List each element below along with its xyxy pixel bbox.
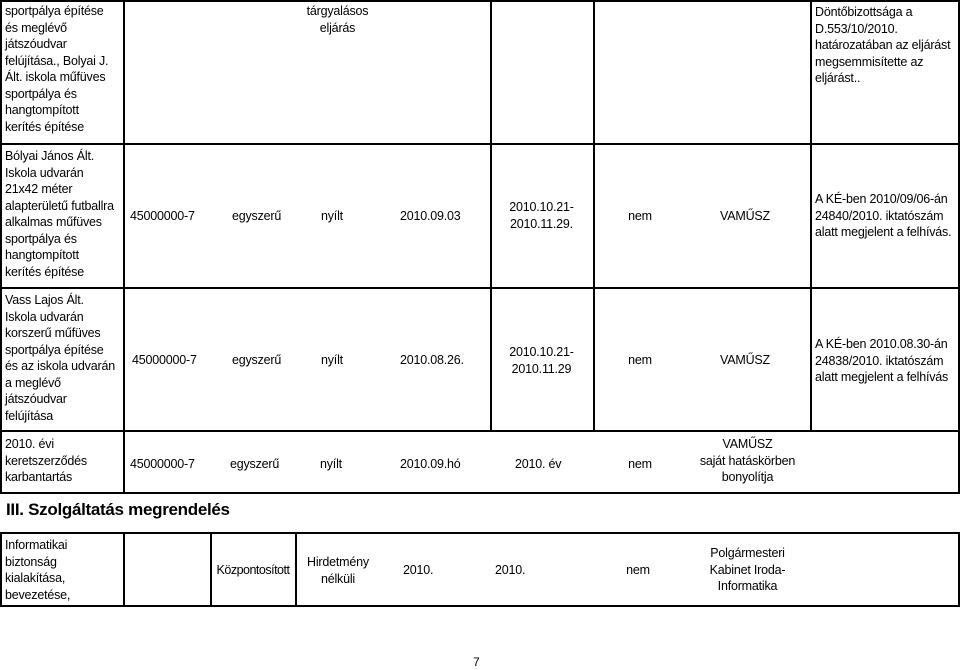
table-cell-procedure: nyílt bbox=[321, 209, 343, 223]
table-border bbox=[0, 605, 960, 607]
table-cell-period: 2010. év bbox=[515, 457, 562, 471]
table-cell-project: sportpálya építése és meglévő játszóudvar felújítása., Bolyai J. Ált. iskola műfüves sportpálya és hangtompított kerítés építése bbox=[5, 4, 109, 134]
table-cell-procedure: Hirdetmény nélküli bbox=[307, 555, 369, 586]
page-number: 7 bbox=[473, 655, 480, 669]
table-cell-authority: VAMŰSZ bbox=[720, 353, 770, 367]
table-cell-eu: nem bbox=[628, 209, 652, 223]
table-cell-note: A KÉ-ben 2010.08.30-án 24838/2010. iktatószám alatt megjelent a felhívás bbox=[815, 337, 949, 384]
table-border bbox=[0, 532, 960, 534]
table-cell-period: 2010. bbox=[495, 563, 526, 577]
table-cell-authority: VAMŰSZ saját hatáskörben bonyolítja bbox=[699, 437, 796, 484]
table-cell-note: Döntőbizottsága a D.553/10/2010. határozatában az eljárást megsemmisítette az eljárást.. bbox=[815, 5, 951, 85]
table-cell-start: 2010.09.03 bbox=[400, 209, 461, 223]
table-cell-procedure: nyílt bbox=[320, 457, 342, 471]
table-col-divider bbox=[123, 532, 125, 607]
table-cell-authority: VAMŰSZ bbox=[720, 209, 770, 223]
table-cell-project: Bólyai János Ált. Iskola udvarán 21x42 méter alapterületű futballra alkalmas műfüves sportpálya és hangtompított kerítés építése bbox=[5, 149, 114, 279]
table-cell-eu: nem bbox=[628, 457, 652, 471]
table-col-divider bbox=[295, 532, 297, 607]
table-cell-type: egyszerű bbox=[232, 353, 282, 367]
table-cell-start: 2010.08.26. bbox=[400, 353, 464, 367]
table-cell-period: 2010.10.21- 2010.11.29 bbox=[509, 345, 574, 376]
table-cell-period: 2010.10.21- 2010.11.29. bbox=[509, 200, 574, 231]
table-cell-eu: nem bbox=[628, 353, 652, 367]
table-cell-type: egyszerű bbox=[232, 209, 282, 223]
table-cell-cpv: 45000000-7 bbox=[130, 209, 195, 223]
table-cell-project: 2010. évi keretszerződés karbantartás bbox=[5, 437, 87, 484]
table-cell-project: Vass Lajos Ált. Iskola udvarán korszerű műfüves sportpálya építése és az iskola udvarán a meglévő játszóudvar felújítása bbox=[5, 293, 115, 423]
table-cell-project: Informatikai biztonság kialakítása, bevezetése, bbox=[5, 538, 71, 602]
table-cell-procedure: tárgyalásos eljárás bbox=[306, 4, 369, 35]
table-cell-eu: nem bbox=[626, 563, 650, 577]
table-cell-start: 2010. bbox=[403, 563, 434, 577]
table-cell-cpv: 45000000-7 bbox=[130, 457, 195, 471]
table-cell-type: Központosított bbox=[216, 563, 290, 577]
table-cell-procedure: nyílt bbox=[321, 353, 343, 367]
table-cell-type: egyszerű bbox=[230, 457, 280, 471]
section-heading: III. Szolgáltatás megrendelés bbox=[6, 500, 230, 519]
table-cell-note: A KÉ-ben 2010/09/06-án 24840/2010. iktatószám alatt megjelent a felhívás. bbox=[815, 192, 952, 239]
table-border bbox=[0, 532, 2, 607]
table-cell-authority: Polgármesteri Kabinet Iroda- Informatika bbox=[709, 546, 786, 593]
table-cell-start: 2010.09.hó bbox=[400, 457, 461, 471]
table-cell-cpv: 45000000-7 bbox=[132, 353, 197, 367]
